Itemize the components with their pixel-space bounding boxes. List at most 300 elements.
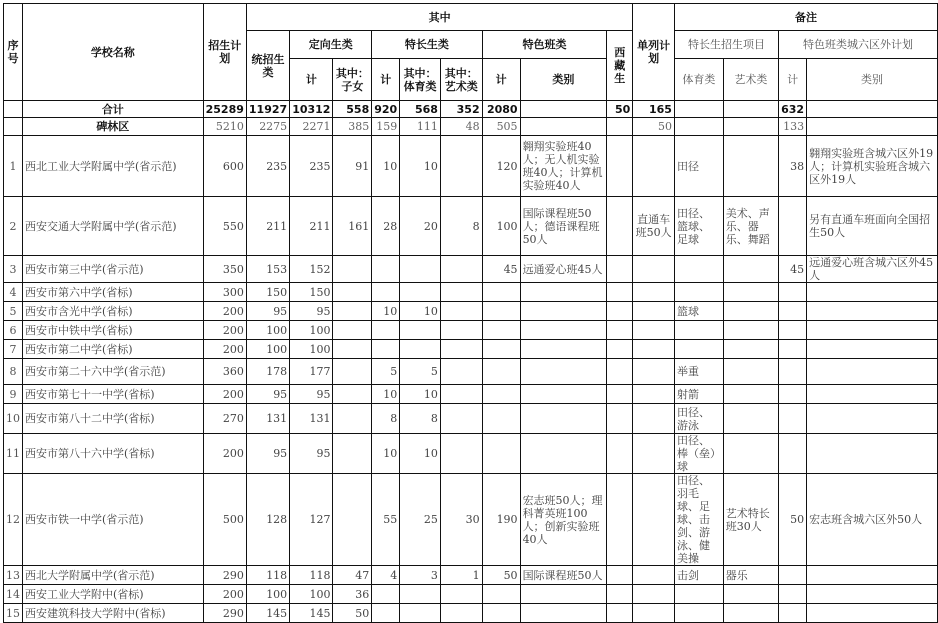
cell-seq	[4, 118, 23, 136]
cell-directed-total: 100	[290, 585, 333, 604]
cell-remarks-arts	[723, 136, 778, 197]
cell-unified: 95	[246, 302, 289, 321]
cell-seq: 8	[4, 359, 23, 385]
cell-seq: 11	[4, 434, 23, 474]
cell-remarks-sports	[674, 585, 723, 604]
cell-specialty-arts	[440, 434, 482, 474]
cell-tibet	[607, 283, 633, 302]
cell-seq: 13	[4, 566, 23, 585]
cell-specialty-total	[372, 256, 400, 283]
cell-separate	[633, 302, 675, 321]
cell-unified: 128	[246, 474, 289, 566]
cell-remarks-arts: 器乐	[723, 566, 778, 585]
table-row	[4, 474, 938, 566]
cell-remarks-sports	[674, 256, 723, 283]
cell-feature-total: 505	[482, 118, 520, 136]
cell-plan: 600	[203, 136, 246, 197]
cell-unified: 131	[246, 404, 289, 434]
cell-remarks-outside-type	[807, 359, 938, 385]
cell-specialty-total: 4	[372, 566, 400, 585]
cell-directed-total: 10312	[290, 101, 333, 118]
cell-directed-total: 100	[290, 340, 333, 359]
cell-remarks-sports: 田径、棒（垒）球	[674, 434, 723, 474]
header-remarks-outside-total: 计	[779, 59, 807, 101]
header-remarks-outside-type: 类别	[807, 59, 938, 101]
cell-school-name: 西安建筑科技大学附中(省标)	[23, 604, 204, 623]
table-row	[4, 197, 938, 256]
cell-remarks-outside-type	[807, 566, 938, 585]
cell-remarks-sports: 田径、篮球、足球	[674, 197, 723, 256]
cell-directed-total: 2271	[290, 118, 333, 136]
cell-plan: 200	[203, 321, 246, 340]
header-remarks-arts: 艺术类	[723, 59, 778, 101]
header-specialty-sports: 其中：体育类	[400, 59, 441, 101]
table-body	[4, 101, 938, 623]
cell-seq: 5	[4, 302, 23, 321]
cell-school-name: 西安市第七十一中学(省标)	[23, 385, 204, 404]
header-remarks-feature-outside: 特色班类城六区外计划	[779, 31, 938, 59]
cell-seq: 12	[4, 474, 23, 566]
cell-separate	[633, 256, 675, 283]
cell-remarks-arts: 美术、声乐、器乐、舞蹈	[723, 197, 778, 256]
cell-tibet	[607, 321, 633, 340]
cell-remarks-outside-total: 38	[779, 136, 807, 197]
cell-remarks-sports	[674, 340, 723, 359]
cell-tibet	[607, 585, 633, 604]
cell-tibet	[607, 302, 633, 321]
cell-school-name: 西安工业大学附中(省标)	[23, 585, 204, 604]
cell-specialty-total: 8	[372, 404, 400, 434]
cell-tibet	[607, 474, 633, 566]
cell-specialty-arts	[440, 385, 482, 404]
cell-directed-children: 47	[333, 566, 372, 585]
cell-tibet	[607, 197, 633, 256]
cell-remarks-sports: 射箭	[674, 385, 723, 404]
cell-plan: 300	[203, 283, 246, 302]
header-directed: 定向生类	[290, 31, 372, 59]
cell-directed-children: 50	[333, 604, 372, 623]
table-row	[4, 321, 938, 340]
cell-unified: 178	[246, 359, 289, 385]
cell-seq: 3	[4, 256, 23, 283]
cell-specialty-arts	[440, 359, 482, 385]
cell-remarks-outside-total	[779, 197, 807, 256]
cell-plan: 25289	[203, 101, 246, 118]
cell-specialty-total	[372, 340, 400, 359]
header-directed-children: 其中：子女	[333, 59, 372, 101]
cell-specialty-sports	[400, 585, 441, 604]
cell-directed-children	[333, 256, 372, 283]
cell-directed-children	[333, 283, 372, 302]
cell-remarks-outside-total	[779, 404, 807, 434]
cell-remarks-outside-type	[807, 585, 938, 604]
cell-specialty-arts	[440, 283, 482, 302]
cell-feature-type	[520, 302, 607, 321]
cell-specialty-total: 10	[372, 434, 400, 474]
cell-specialty-sports: 10	[400, 434, 441, 474]
cell-directed-total: 95	[290, 385, 333, 404]
cell-tibet	[607, 604, 633, 623]
cell-seq: 2	[4, 197, 23, 256]
cell-specialty-sports: 25	[400, 474, 441, 566]
header-remarks-specialty-items: 特长生招生项目	[674, 31, 778, 59]
cell-directed-children: 558	[333, 101, 372, 118]
cell-remarks-outside-total	[779, 283, 807, 302]
cell-plan: 5210	[203, 118, 246, 136]
cell-remarks-sports: 田径、羽毛球、足球、击剑、游泳、健美操	[674, 474, 723, 566]
cell-seq: 7	[4, 340, 23, 359]
cell-plan: 290	[203, 604, 246, 623]
cell-tibet: 50	[607, 101, 633, 118]
cell-school-name: 西安市第八十二中学(省标)	[23, 404, 204, 434]
cell-directed-children	[333, 434, 372, 474]
cell-seq	[4, 101, 23, 118]
cell-remarks-outside-total	[779, 359, 807, 385]
cell-specialty-arts	[440, 256, 482, 283]
table-row	[4, 434, 938, 474]
cell-remarks-arts: 艺术特长班30人	[723, 474, 778, 566]
cell-school-name: 西安市第六中学(省标)	[23, 283, 204, 302]
cell-feature-type: 远通爱心班45人	[520, 256, 607, 283]
cell-remarks-sports: 田径、游泳	[674, 404, 723, 434]
cell-feature-total	[482, 359, 520, 385]
cell-remarks-arts	[723, 101, 778, 118]
cell-feature-type	[520, 340, 607, 359]
table-header	[4, 4, 938, 101]
cell-remarks-outside-total: 133	[779, 118, 807, 136]
cell-specialty-total: 55	[372, 474, 400, 566]
cell-remarks-outside-type: 宏志班含城六区外50人	[807, 474, 938, 566]
cell-separate	[633, 359, 675, 385]
cell-unified: 95	[246, 385, 289, 404]
cell-specialty-arts	[440, 585, 482, 604]
cell-separate	[633, 585, 675, 604]
cell-remarks-arts	[723, 321, 778, 340]
cell-feature-total	[482, 404, 520, 434]
cell-feature-type: 翱翔实验班40人；无人机实验班40人；计算机实验班40人	[520, 136, 607, 197]
cell-plan: 200	[203, 385, 246, 404]
cell-feature-type: 国际课程班50人；德语课程班50人	[520, 197, 607, 256]
cell-unified: 95	[246, 434, 289, 474]
cell-tibet	[607, 136, 633, 197]
cell-unified: 2275	[246, 118, 289, 136]
cell-school-name: 西安市铁一中学(省示范)	[23, 474, 204, 566]
cell-specialty-sports: 10	[400, 302, 441, 321]
cell-specialty-arts: 1	[440, 566, 482, 585]
cell-specialty-total	[372, 283, 400, 302]
cell-feature-total: 120	[482, 136, 520, 197]
enrollment-plan-table	[3, 3, 938, 623]
total-label: 合计	[23, 101, 204, 118]
cell-feature-total	[482, 340, 520, 359]
cell-seq: 10	[4, 404, 23, 434]
cell-plan: 500	[203, 474, 246, 566]
cell-plan: 200	[203, 340, 246, 359]
cell-separate	[633, 385, 675, 404]
table-row	[4, 585, 938, 604]
cell-directed-children	[333, 302, 372, 321]
cell-specialty-arts	[440, 302, 482, 321]
cell-tibet	[607, 359, 633, 385]
cell-directed-total: 95	[290, 434, 333, 474]
cell-school-name: 西北大学附属中学(省示范)	[23, 566, 204, 585]
cell-remarks-arts	[723, 404, 778, 434]
table-row	[4, 256, 938, 283]
header-feature-type: 类别	[520, 59, 607, 101]
cell-specialty-arts	[440, 604, 482, 623]
cell-directed-children: 161	[333, 197, 372, 256]
cell-unified: 145	[246, 604, 289, 623]
cell-specialty-arts: 8	[440, 197, 482, 256]
cell-specialty-sports: 10	[400, 136, 441, 197]
header-feature: 特色班类	[482, 31, 607, 59]
cell-remarks-sports	[674, 118, 723, 136]
cell-remarks-arts	[723, 604, 778, 623]
total-row	[4, 101, 938, 118]
table-row	[4, 283, 938, 302]
cell-remarks-outside-type: 翱翔实验班含城六区外19人；计算机实验班含城六区外19人	[807, 136, 938, 197]
cell-feature-type	[520, 359, 607, 385]
cell-feature-total	[482, 434, 520, 474]
cell-remarks-outside-type: 远通爱心班含城六区外45人	[807, 256, 938, 283]
cell-tibet	[607, 118, 633, 136]
cell-unified: 100	[246, 321, 289, 340]
cell-specialty-arts	[440, 136, 482, 197]
cell-remarks-outside-total	[779, 321, 807, 340]
cell-remarks-outside-type	[807, 434, 938, 474]
cell-specialty-total: 28	[372, 197, 400, 256]
cell-remarks-sports: 篮球	[674, 302, 723, 321]
cell-directed-children	[333, 359, 372, 385]
table-row	[4, 136, 938, 197]
cell-seq: 14	[4, 585, 23, 604]
cell-remarks-outside-type	[807, 340, 938, 359]
cell-directed-total: 127	[290, 474, 333, 566]
cell-specialty-sports	[400, 340, 441, 359]
cell-remarks-sports	[674, 321, 723, 340]
cell-specialty-arts	[440, 321, 482, 340]
cell-separate	[633, 434, 675, 474]
cell-tibet	[607, 566, 633, 585]
cell-remarks-outside-type	[807, 302, 938, 321]
cell-specialty-sports: 111	[400, 118, 441, 136]
cell-remarks-outside-total: 45	[779, 256, 807, 283]
cell-directed-children	[333, 385, 372, 404]
cell-remarks-arts	[723, 302, 778, 321]
cell-seq: 9	[4, 385, 23, 404]
cell-specialty-total: 10	[372, 302, 400, 321]
cell-specialty-sports	[400, 283, 441, 302]
cell-feature-type	[520, 101, 607, 118]
cell-directed-total: 177	[290, 359, 333, 385]
header-specialty-total: 计	[372, 59, 400, 101]
cell-specialty-total	[372, 585, 400, 604]
cell-remarks-outside-total	[779, 434, 807, 474]
cell-remarks-sports	[674, 101, 723, 118]
cell-specialty-sports: 8	[400, 404, 441, 434]
table-row	[4, 302, 938, 321]
header-tibet: 西藏生	[607, 31, 633, 101]
cell-directed-total: 235	[290, 136, 333, 197]
cell-directed-total: 150	[290, 283, 333, 302]
cell-remarks-sports: 击剑	[674, 566, 723, 585]
cell-directed-total: 118	[290, 566, 333, 585]
cell-remarks-sports: 田径	[674, 136, 723, 197]
district-label: 碑林区	[23, 118, 204, 136]
cell-remarks-outside-total	[779, 340, 807, 359]
cell-feature-type: 宏志班50人；理科菁英班100人；创新实验班40人	[520, 474, 607, 566]
header-of-which: 其中	[246, 4, 632, 31]
cell-remarks-arts	[723, 118, 778, 136]
cell-school-name: 西安交通大学附属中学(省示范)	[23, 197, 204, 256]
cell-remarks-arts	[723, 385, 778, 404]
cell-specialty-sports: 10	[400, 385, 441, 404]
cell-specialty-total	[372, 321, 400, 340]
cell-remarks-arts	[723, 359, 778, 385]
cell-plan: 270	[203, 404, 246, 434]
table-row	[4, 359, 938, 385]
cell-unified: 100	[246, 585, 289, 604]
cell-seq: 15	[4, 604, 23, 623]
cell-tibet	[607, 340, 633, 359]
cell-feature-type	[520, 321, 607, 340]
table-row	[4, 604, 938, 623]
cell-specialty-sports: 5	[400, 359, 441, 385]
cell-directed-children	[333, 474, 372, 566]
cell-remarks-outside-type	[807, 101, 938, 118]
cell-directed-total: 100	[290, 321, 333, 340]
cell-specialty-total: 920	[372, 101, 400, 118]
cell-feature-type	[520, 604, 607, 623]
cell-feature-type	[520, 434, 607, 474]
cell-specialty-sports	[400, 256, 441, 283]
cell-separate	[633, 474, 675, 566]
cell-directed-total: 145	[290, 604, 333, 623]
cell-remarks-arts	[723, 434, 778, 474]
cell-separate: 50	[633, 118, 675, 136]
cell-remarks-outside-type	[807, 321, 938, 340]
cell-remarks-arts	[723, 256, 778, 283]
cell-feature-total	[482, 321, 520, 340]
cell-separate: 165	[633, 101, 675, 118]
cell-school-name: 西安市第三中学(省示范)	[23, 256, 204, 283]
cell-plan: 550	[203, 197, 246, 256]
cell-school-name: 西北工业大学附属中学(省示范)	[23, 136, 204, 197]
cell-directed-total: 95	[290, 302, 333, 321]
cell-remarks-outside-total	[779, 604, 807, 623]
cell-feature-total	[482, 283, 520, 302]
cell-remarks-outside-total	[779, 302, 807, 321]
cell-specialty-arts: 352	[440, 101, 482, 118]
cell-specialty-arts	[440, 340, 482, 359]
header-specialty: 特长生类	[372, 31, 482, 59]
cell-remarks-arts	[723, 283, 778, 302]
cell-plan: 200	[203, 434, 246, 474]
cell-remarks-outside-total	[779, 566, 807, 585]
cell-remarks-outside-total: 50	[779, 474, 807, 566]
cell-feature-total	[482, 604, 520, 623]
cell-separate	[633, 404, 675, 434]
cell-separate	[633, 340, 675, 359]
cell-feature-type: 国际课程班50人	[520, 566, 607, 585]
cell-school-name: 西安市中铁中学(省标)	[23, 321, 204, 340]
cell-specialty-total: 10	[372, 385, 400, 404]
header-school: 学校名称	[23, 4, 204, 101]
cell-remarks-outside-type: 另有直通车班面向全国招生50人	[807, 197, 938, 256]
cell-separate	[633, 604, 675, 623]
cell-feature-type	[520, 585, 607, 604]
cell-separate	[633, 283, 675, 302]
cell-feature-total: 50	[482, 566, 520, 585]
cell-feature-total: 2080	[482, 101, 520, 118]
cell-directed-children	[333, 321, 372, 340]
cell-school-name: 西安市第二十六中学(省示范)	[23, 359, 204, 385]
cell-feature-total	[482, 385, 520, 404]
cell-directed-children: 36	[333, 585, 372, 604]
table-row	[4, 404, 938, 434]
cell-directed-children	[333, 404, 372, 434]
cell-unified: 11927	[246, 101, 289, 118]
cell-remarks-sports: 举重	[674, 359, 723, 385]
header-separate: 单列计划	[633, 4, 675, 101]
cell-remarks-outside-total: 632	[779, 101, 807, 118]
cell-specialty-total: 159	[372, 118, 400, 136]
cell-remarks-arts	[723, 585, 778, 604]
cell-unified: 153	[246, 256, 289, 283]
cell-tibet	[607, 385, 633, 404]
cell-specialty-sports: 3	[400, 566, 441, 585]
cell-specialty-arts: 48	[440, 118, 482, 136]
cell-specialty-arts	[440, 404, 482, 434]
cell-feature-total: 45	[482, 256, 520, 283]
cell-unified: 211	[246, 197, 289, 256]
cell-separate	[633, 136, 675, 197]
cell-specialty-total	[372, 604, 400, 623]
cell-specialty-sports	[400, 321, 441, 340]
cell-remarks-sports	[674, 604, 723, 623]
cell-seq: 1	[4, 136, 23, 197]
header-plan: 招生计划	[203, 4, 246, 101]
header-feature-total: 计	[482, 59, 520, 101]
cell-remarks-outside-type	[807, 118, 938, 136]
cell-remarks-outside-type	[807, 385, 938, 404]
cell-tibet	[607, 256, 633, 283]
cell-specialty-total: 10	[372, 136, 400, 197]
cell-school-name: 西安市第八十六中学(省标)	[23, 434, 204, 474]
cell-remarks-outside-type	[807, 604, 938, 623]
cell-feature-type	[520, 385, 607, 404]
cell-feature-total: 190	[482, 474, 520, 566]
table-row	[4, 385, 938, 404]
cell-tibet	[607, 434, 633, 474]
header-unified: 统招生类	[246, 31, 289, 101]
cell-unified: 118	[246, 566, 289, 585]
cell-plan: 360	[203, 359, 246, 385]
cell-directed-total: 131	[290, 404, 333, 434]
cell-directed-children: 91	[333, 136, 372, 197]
cell-feature-type	[520, 283, 607, 302]
cell-separate: 直通车班50人	[633, 197, 675, 256]
cell-feature-total: 100	[482, 197, 520, 256]
cell-unified: 235	[246, 136, 289, 197]
cell-plan: 290	[203, 566, 246, 585]
cell-plan: 200	[203, 585, 246, 604]
cell-separate	[633, 566, 675, 585]
header-directed-total: 计	[290, 59, 333, 101]
cell-remarks-sports	[674, 283, 723, 302]
cell-specialty-sports: 568	[400, 101, 441, 118]
cell-feature-type	[520, 404, 607, 434]
